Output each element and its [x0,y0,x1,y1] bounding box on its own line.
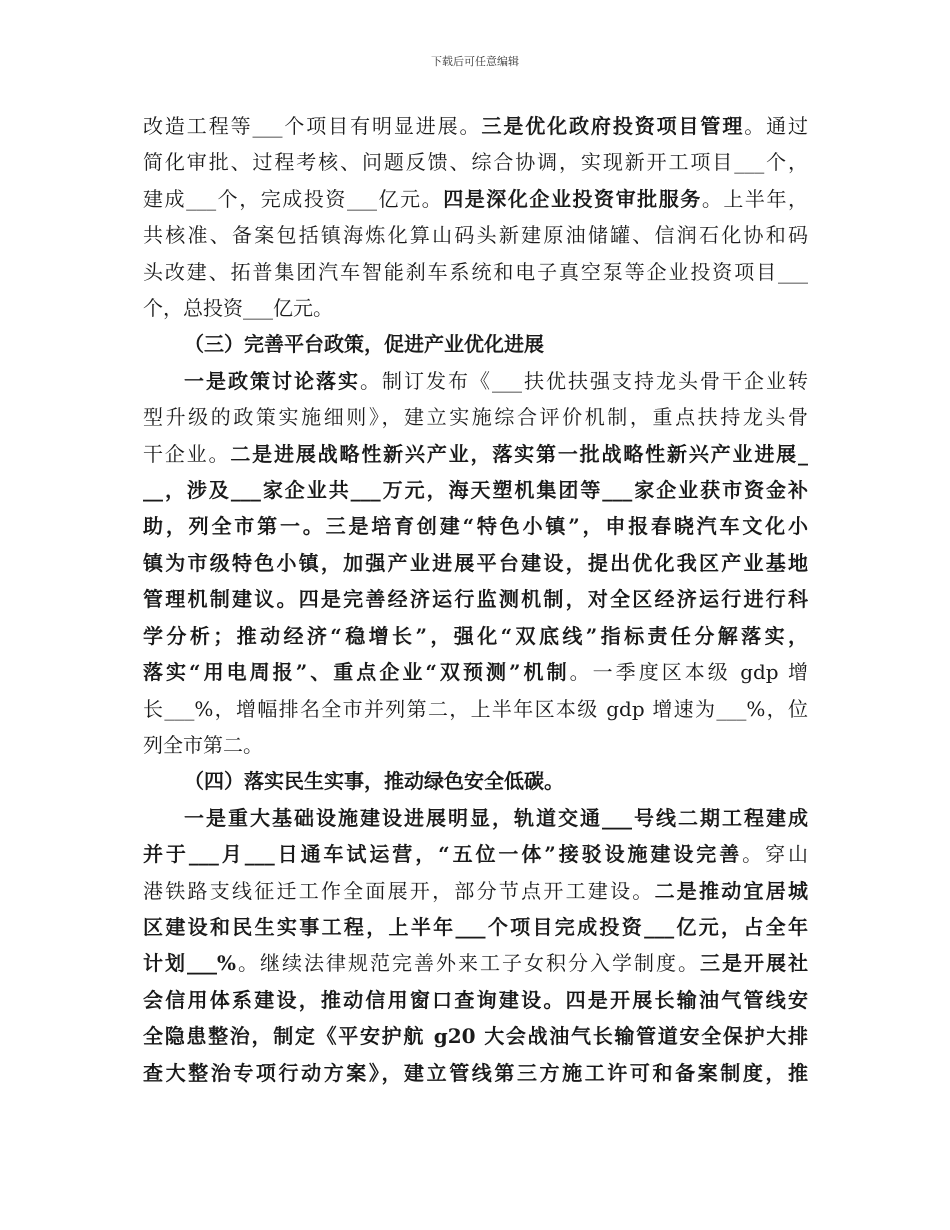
text-run: 型升级的政策实施细则》，建立实施综合评价机制，重点扶持龙头骨 [143,405,808,430]
text-run: （四）落实民生实事，推动绿色安全低碳。 [184,769,564,794]
body-line [143,873,808,909]
section-heading-3 [143,326,808,362]
text-run: 。通过 [744,114,809,138]
body-line [143,545,808,581]
text-run: 三是优化政府投资项目管理 [481,114,745,138]
document-body [143,108,808,1091]
text-run: 落实“用电周报”、重点企业“双预测”机制 [143,660,570,685]
page-header: 下载后可任意编辑 [431,55,519,68]
text-run: 。上半年， [701,186,809,211]
body-line [143,399,808,435]
text-run: 全隐患整治，制定《平安护航 g20 大会战油气长输管道安全保护大排 [143,1024,808,1049]
body-line [143,654,808,690]
body-line [143,982,808,1018]
body-line [143,363,808,399]
body-line [143,181,808,217]
section-heading-4 [143,763,808,799]
text-run: （三）完善平台政策，促进产业优化进展 [184,332,544,357]
body-line [143,618,808,654]
text-run: 。穿山 [742,842,808,867]
text-run: 一是重大基础设施建设进展明显，轨道交通___号线二期工程建成 [184,805,808,830]
text-run: 。继续法律规范完善外来工子女积分入学制度。 [236,951,701,976]
text-run: 头改建、拓普集团汽车智能刹车系统和电子真空泵等企业投资项目___ [143,259,808,284]
body-line [143,909,808,945]
text-run: 港铁路支线征迁工作全面展开，部分节点开工建设。 [143,878,655,903]
text-run: 会信用体系建设，推动信用窗口查询建设。四是开展长输油气管线安 [143,987,808,1012]
text-run: 简化审批、过程考核、问题反馈、综合协调，实现新开工项目___个， [143,150,808,175]
text-run: 共核准、备案包括镇海炼化算山码头新建原油储罐、信润石化协和码 [143,223,808,248]
text-run: 改造工程等___个项目有明显进展。 [143,114,482,138]
body-line [143,945,808,981]
body-line [143,508,808,544]
body-line [143,581,808,617]
text-run: 区建设和民生实事工程，上半年___个项目完成投资___亿元，占全年 [143,914,808,939]
text-run: 二是推动宜居城 [654,878,809,903]
text-run: 个，总投资___亿元。 [143,296,333,321]
text-run: 建成___个，完成投资___亿元。 [143,186,444,211]
text-run: 干企业。 [143,441,231,466]
text-run: 管理机制建议。四是完善经济运行监测机制，对全区经济运行进行科 [143,587,808,612]
body-line [143,217,808,253]
text-run: 。制订发布《___扶优扶强支持龙头骨干企业转 [360,368,808,393]
text-run: 四是深化企业投资审批服务 [443,186,702,211]
body-line [143,254,808,290]
body-line [143,800,808,836]
body-line [143,1018,808,1054]
text-run: 三是开展社 [700,951,809,976]
text-run: 。一季度区本级 gdp 增 [569,660,808,685]
text-run: 学分析；推动经济“稳增长”，强化“双底线”指标责任分解落实， [143,623,808,648]
text-run: 列全市第二。 [143,732,263,757]
text-run: 一是政策讨论落实 [184,368,360,393]
body-line [143,691,808,727]
body-line [143,472,808,508]
body-line [143,727,808,763]
body-line [143,1055,808,1091]
text-run: __，涉及___家企业共___万元，海天塑机集团等___家企业获市资金补 [143,478,808,503]
text-run: 助，列全市第一。三是培育创建“特色小镇”，申报春晓汽车文化小 [143,514,808,539]
text-run: 查大整治专项行动方案》，建立管线第三方施工许可和备案制度，推 [143,1060,808,1085]
body-line [143,108,808,144]
text-run: 计划___% [143,951,237,976]
text-run: 长___%，增幅排名全市并列第二，上半年区本级 gdp 增速为___%，位 [143,696,808,721]
body-line [143,836,808,872]
text-run: 并于___月___日通车试运营，“五位一体”接驳设施建设完善 [143,842,743,867]
text-run: 二是进展战略性新兴产业，落实第一批战略性新兴产业进展_ [230,441,809,466]
body-line [143,436,808,472]
body-line [143,290,808,326]
text-run: 镇为市级特色小镇，加强产业进展平台建设，提出优化我区产业基地 [143,550,808,575]
body-line [143,144,808,180]
